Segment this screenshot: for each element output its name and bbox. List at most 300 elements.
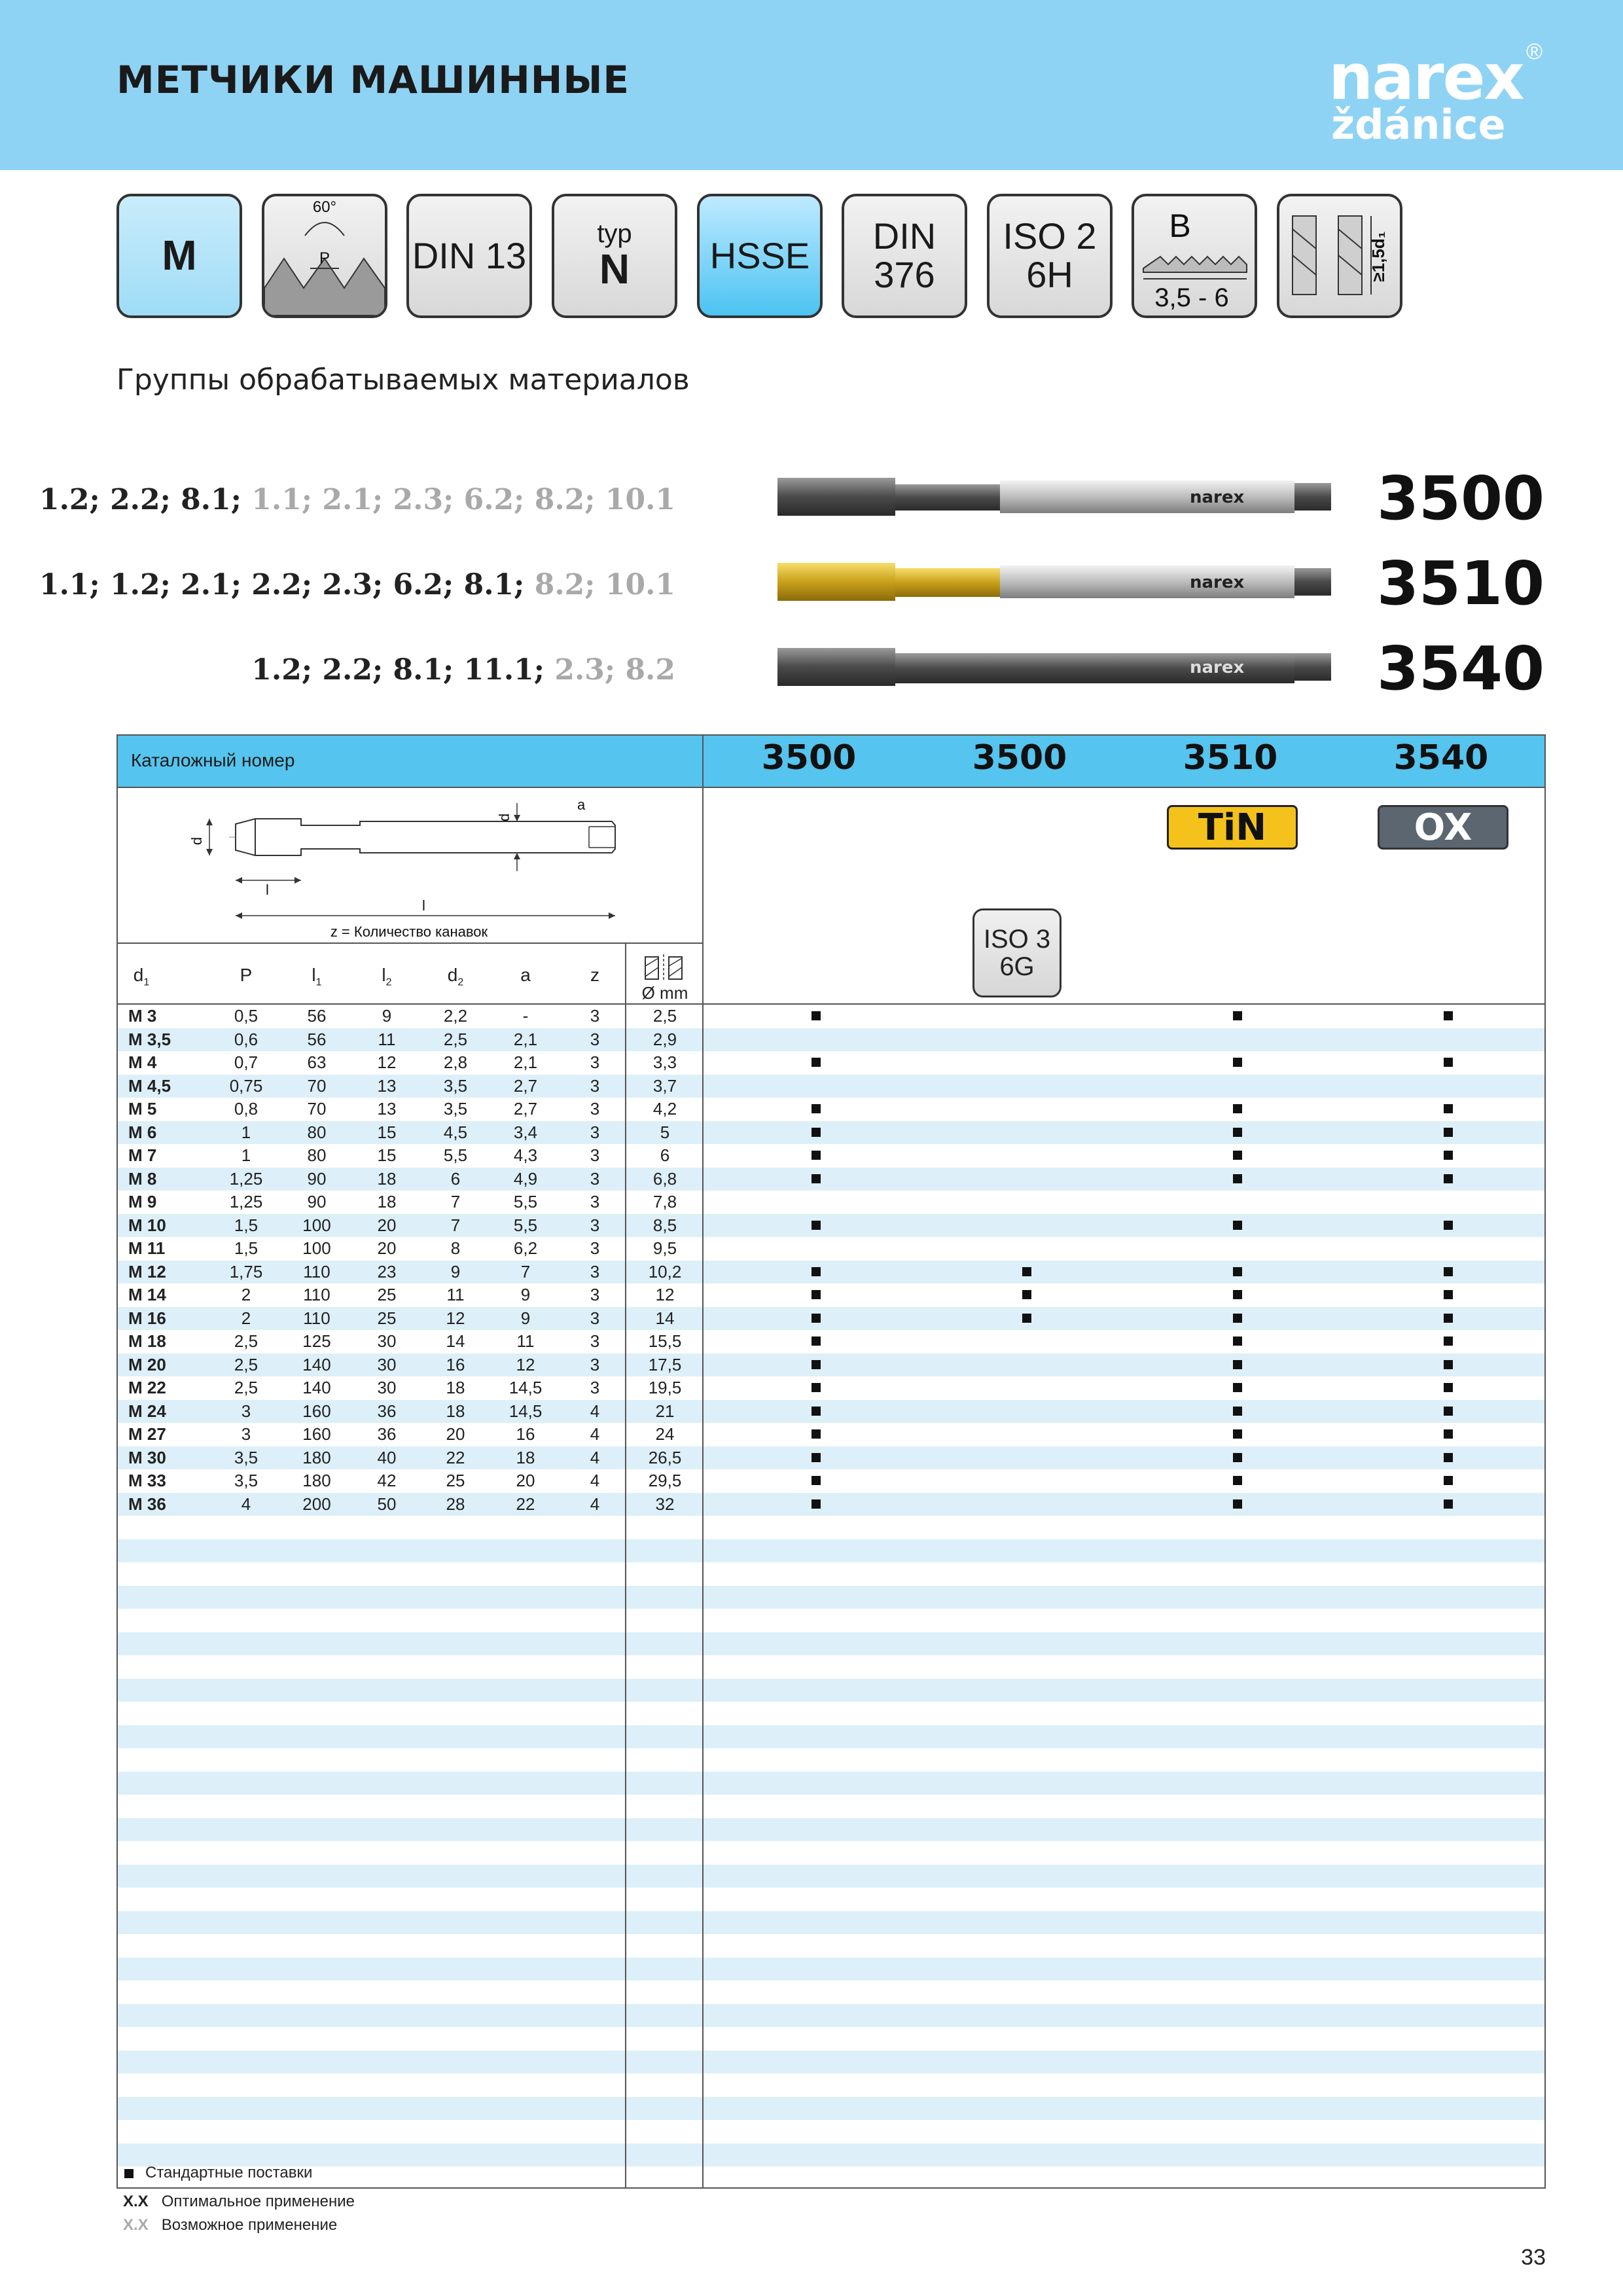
cell-d1: M 22 [128, 1378, 166, 1397]
cell-l2: 25 [377, 1285, 397, 1304]
availability-mark [1444, 1221, 1453, 1230]
cell-l2: 30 [377, 1354, 397, 1374]
availability-mark [1444, 1174, 1453, 1183]
iso3-line2: 6G [999, 952, 1035, 981]
hsse-label: HSSE [709, 234, 810, 276]
cell-z: 3 [590, 1215, 600, 1235]
cell-l1: 160 [302, 1424, 331, 1444]
availability-mark [812, 1383, 821, 1392]
cell-drill: 3,3 [652, 1052, 677, 1072]
cell-l1: 140 [302, 1378, 331, 1397]
divider-colheads [116, 1003, 1546, 1005]
cell-a: 20 [516, 1471, 535, 1490]
cell-drill: 4,2 [652, 1099, 677, 1119]
availability-mark [812, 1453, 821, 1462]
availability-mark [1233, 1383, 1242, 1392]
din376-icon [842, 194, 967, 318]
cell-d2: 7 [450, 1215, 461, 1235]
availability-mark [1233, 1336, 1242, 1346]
tin-badge: TiN [1167, 805, 1298, 850]
cell-d2: 18 [446, 1378, 465, 1397]
tap-3540-image [777, 644, 1338, 690]
cell-drill: 6,8 [652, 1168, 677, 1189]
column-3510: 3510 [1183, 738, 1278, 778]
cell-z: 3 [590, 1052, 600, 1072]
cell-drill: 8,5 [652, 1215, 677, 1235]
cell-drill: 17,5 [648, 1354, 682, 1374]
cell-a: 14,5 [508, 1378, 543, 1397]
possible-materials: 2.3; 8.2 [544, 653, 675, 687]
page-title: МЕТЧИКИ МАШИННЫЕ [116, 58, 630, 102]
cell-a: 14,5 [508, 1401, 543, 1421]
cell-l1: 90 [307, 1192, 327, 1211]
cell-a: 5,5 [513, 1192, 538, 1211]
cell-d1: M 4,5 [128, 1075, 171, 1096]
availability-mark [1233, 1174, 1242, 1183]
cell-l1: 100 [302, 1238, 331, 1258]
cell-P: 1,25 [229, 1168, 263, 1189]
cell-l2: 36 [377, 1401, 397, 1421]
divider-header [116, 787, 1546, 788]
cell-l1: 110 [303, 1261, 330, 1282]
din376-line1: DIN [872, 215, 936, 257]
cell-l2: 12 [377, 1052, 397, 1072]
cell-drill: 15,5 [648, 1331, 682, 1351]
cell-z: 3 [590, 1238, 600, 1258]
cell-l2: 23 [377, 1261, 397, 1282]
cell-z: 3 [590, 1099, 600, 1119]
cell-z: 3 [590, 1192, 600, 1211]
availability-mark [1233, 1151, 1242, 1160]
cell-drill: 7,8 [652, 1192, 677, 1211]
availability-mark [1233, 1128, 1242, 1137]
cell-d1: M 3,5 [128, 1029, 171, 1049]
cell-a: 2,1 [513, 1029, 538, 1049]
cell-l1: 110 [303, 1285, 330, 1304]
diagram-d1: d [188, 836, 205, 846]
product-number-3500: 3500 [1376, 463, 1544, 533]
availability-mark [1444, 1314, 1453, 1323]
cell-l1: 180 [302, 1447, 331, 1467]
drill-hole-icon [640, 953, 687, 982]
logo-narex-text: narex [1329, 41, 1524, 114]
colhead-drill-mm: Ø mm [641, 983, 688, 1003]
availability-mark [812, 1290, 821, 1299]
cell-l2: 13 [377, 1099, 397, 1119]
legend-possible [123, 2216, 337, 2234]
ox-badge: OX [1378, 805, 1508, 850]
availability-mark [812, 1221, 821, 1230]
cell-l2: 13 [377, 1075, 397, 1096]
diagram-l2: l [266, 882, 269, 898]
cell-l2: 15 [377, 1145, 397, 1165]
legend-optimal-label: Оптимальное применение [161, 2193, 355, 2210]
cell-a: 4,9 [513, 1168, 538, 1189]
cell-l2: 25 [377, 1308, 397, 1328]
cell-drill: 24 [655, 1424, 675, 1444]
availability-mark [1233, 1290, 1242, 1299]
cell-l2: 9 [382, 1006, 392, 1026]
cell-d1: M 36 [128, 1494, 166, 1514]
cell-d2: 5,5 [443, 1145, 468, 1165]
din13-label: DIN 13 [412, 234, 527, 276]
cell-z: 4 [590, 1471, 600, 1490]
possible-materials: 1.1; 2.1; 2.3; 6.2; 8.2; 10.1 [241, 483, 675, 516]
availability-mark [1022, 1267, 1031, 1276]
cell-d1: M 14 [128, 1285, 166, 1304]
cell-drill: 19,5 [648, 1378, 682, 1397]
cell-l2: 40 [377, 1447, 397, 1467]
cell-a: 18 [516, 1447, 535, 1467]
pitch-label: P [319, 249, 330, 267]
chamfer-b-label: B [1169, 207, 1191, 244]
cell-P: 1,25 [229, 1192, 263, 1211]
availability-mark [1233, 1499, 1242, 1509]
iso3-line1: ISO 3 [983, 925, 1051, 954]
availability-mark [1233, 1407, 1242, 1416]
type-n-label: N [599, 245, 630, 293]
legend-possible-label: Возможное применение [161, 2216, 338, 2234]
cell-P: 4 [241, 1494, 251, 1514]
cell-P: 3,5 [234, 1447, 259, 1467]
angle-label: 60° [312, 198, 337, 216]
iso2-line2: 6H [1026, 254, 1073, 295]
availability-mark [812, 1499, 821, 1509]
cell-d1: M 9 [128, 1192, 157, 1211]
din13-icon [406, 194, 532, 318]
availability-mark [1444, 1383, 1453, 1392]
din376-line2: 376 [874, 254, 935, 295]
availability-mark [812, 1476, 821, 1485]
cell-P: 2 [241, 1285, 251, 1304]
availability-mark [1444, 1360, 1453, 1369]
cell-d2: 25 [446, 1471, 465, 1490]
tap-3500-image [777, 474, 1338, 520]
through-hole-label: ≥1,5d₁ [1368, 231, 1388, 282]
cell-drill: 9,5 [652, 1238, 677, 1258]
cell-l1: 180 [302, 1471, 331, 1490]
optimal-materials: 1.2; 2.2; 8.1; 11.1; [251, 653, 545, 687]
cell-a: 12 [516, 1354, 535, 1374]
availability-mark [812, 1151, 821, 1160]
cell-P: 0,75 [229, 1075, 263, 1096]
cell-P: 3,5 [234, 1471, 259, 1490]
cell-d1: M 3 [128, 1006, 157, 1026]
cell-z: 4 [590, 1494, 600, 1514]
availability-mark [1233, 1453, 1242, 1462]
availability-mark [1233, 1429, 1242, 1439]
availability-mark [1444, 1429, 1453, 1439]
cell-l2: 18 [377, 1192, 397, 1211]
cell-d1: M 6 [128, 1122, 157, 1142]
materials-3510 [39, 568, 675, 601]
cell-a: 9 [520, 1308, 531, 1328]
availability-mark [1444, 1151, 1453, 1160]
through-hole-svg [1279, 196, 1400, 315]
availability-mark [812, 1058, 821, 1067]
cell-d1: M 18 [128, 1331, 166, 1351]
cell-l2: 30 [377, 1331, 397, 1351]
availability-mark [812, 1407, 821, 1416]
cell-l2: 42 [377, 1471, 397, 1490]
availability-mark [1233, 1011, 1242, 1020]
availability-mark [1444, 1104, 1453, 1113]
availability-mark [1444, 1011, 1453, 1020]
availability-mark [1444, 1267, 1453, 1276]
availability-mark [812, 1314, 821, 1323]
thread-m-icon [116, 194, 242, 318]
availability-mark [812, 1011, 821, 1020]
cell-d2: 11 [446, 1285, 465, 1304]
cell-d1: M 7 [128, 1145, 157, 1165]
cell-l2: 15 [377, 1122, 397, 1142]
cell-P: 1 [241, 1122, 251, 1142]
cell-d1: M 8 [128, 1168, 157, 1189]
product-number-3510: 3510 [1376, 548, 1544, 619]
cell-l1: 140 [302, 1354, 331, 1374]
colhead-p: P [240, 965, 253, 985]
cell-drill: 2,5 [652, 1006, 677, 1026]
availability-mark [812, 1267, 821, 1276]
cell-P: 1,5 [234, 1215, 259, 1235]
cell-P: 2 [241, 1308, 251, 1328]
cell-z: 3 [590, 1285, 600, 1304]
cell-a: 2,7 [513, 1099, 538, 1119]
cell-z: 3 [590, 1354, 600, 1374]
cell-l1: 160 [302, 1401, 331, 1421]
cell-z: 3 [590, 1145, 600, 1165]
cell-drill: 10,2 [648, 1261, 682, 1282]
cell-d1: M 4 [128, 1052, 157, 1072]
column-3540: 3540 [1393, 738, 1489, 778]
legend-standard-mark [124, 2169, 134, 2178]
chamfer-b-icon [1132, 194, 1257, 318]
availability-mark [812, 1174, 821, 1183]
availability-mark [812, 1336, 821, 1346]
availability-mark [1444, 1336, 1453, 1346]
cell-P: 1,75 [229, 1261, 263, 1282]
cell-d2: 12 [446, 1308, 465, 1328]
logo-zdanice-text: ždánice [1331, 101, 1506, 149]
cell-drill: 3,7 [652, 1075, 677, 1096]
column-3500-b: 3500 [972, 738, 1067, 778]
cell-P: 2,5 [234, 1331, 259, 1351]
availability-mark [1444, 1407, 1453, 1416]
cell-l2: 36 [377, 1424, 397, 1444]
catalog-number-label: Каталожный номер [131, 750, 295, 770]
type-n-icon [552, 194, 677, 318]
cell-a: 2,1 [513, 1052, 538, 1072]
thread-profile-svg [264, 196, 385, 315]
availability-mark [1233, 1221, 1242, 1230]
cell-drill: 26,5 [648, 1447, 682, 1467]
divider-drill [625, 942, 626, 2189]
cell-d2: 7 [450, 1192, 461, 1211]
legend-possible-code: X.X [123, 2216, 149, 2234]
availability-mark [1233, 1360, 1242, 1369]
cell-z: 4 [590, 1401, 600, 1421]
colhead-a: a [520, 965, 531, 985]
colhead-l2: $l_2$ [382, 965, 392, 988]
availability-mark [1233, 1104, 1242, 1113]
diagram-l1: l [422, 897, 425, 914]
cell-d2: 14 [446, 1331, 465, 1351]
legend-optimal [123, 2193, 355, 2211]
cell-a: 16 [516, 1424, 535, 1444]
availability-mark [1233, 1314, 1242, 1323]
availability-mark [1444, 1128, 1453, 1137]
colhead-l1: $l_1$ [312, 965, 322, 988]
divider-diagram [116, 942, 704, 944]
cell-l1: 200 [302, 1494, 331, 1514]
cell-a: 11 [516, 1331, 535, 1351]
cell-P: 0,7 [234, 1052, 259, 1072]
cell-d2: 3,5 [443, 1099, 468, 1119]
hsse-icon [697, 194, 823, 318]
cell-z: 3 [590, 1006, 600, 1026]
cell-d1: M 16 [128, 1308, 166, 1328]
cell-d2: 2,8 [443, 1052, 468, 1072]
cell-d2: 8 [450, 1238, 461, 1258]
cell-d2: 4,5 [443, 1122, 468, 1142]
cell-P: 0,8 [234, 1099, 259, 1119]
optimal-materials: 1.1; 1.2; 2.1; 2.2; 2.3; 6.2; 8.1; [39, 568, 525, 601]
through-hole-icon [1277, 194, 1402, 318]
type-label: typ [597, 219, 632, 249]
cell-z: 3 [590, 1029, 600, 1049]
cell-z: 3 [590, 1075, 600, 1096]
tap-brand: narex [1190, 658, 1245, 677]
cell-P: 1 [241, 1145, 251, 1165]
cell-l1: 125 [302, 1331, 331, 1351]
availability-mark [1444, 1476, 1453, 1485]
cell-a: 9 [520, 1285, 531, 1304]
cell-drill: 21 [655, 1401, 675, 1421]
cell-d1: M 33 [128, 1471, 166, 1490]
cell-d2: 6 [450, 1168, 461, 1189]
cell-d1: M 27 [128, 1424, 166, 1444]
tap-brand: narex [1190, 488, 1245, 507]
availability-mark [1233, 1267, 1242, 1276]
thread-m-label: M [162, 232, 197, 279]
cell-a: 5,5 [513, 1215, 538, 1235]
cell-l2: 20 [377, 1238, 397, 1258]
diagram-a: a [577, 797, 586, 813]
cell-z: 4 [590, 1447, 600, 1467]
cell-d2: 16 [446, 1354, 465, 1374]
availability-mark [812, 1429, 821, 1439]
thread-profile-60-icon [262, 194, 387, 318]
cell-drill: 29,5 [648, 1471, 682, 1490]
cell-z: 3 [590, 1308, 600, 1328]
cell-d2: 3,5 [443, 1075, 468, 1096]
iso3-6g-icon [972, 908, 1061, 997]
cell-l1: 80 [307, 1122, 327, 1142]
cell-d2: 28 [446, 1494, 465, 1514]
cell-z: 3 [590, 1168, 600, 1189]
cell-d2: 20 [446, 1424, 465, 1444]
cell-P: 3 [241, 1401, 251, 1421]
registered-mark: ® [1526, 39, 1543, 64]
cell-l1: 70 [307, 1099, 327, 1119]
cell-a: 2,7 [513, 1075, 538, 1096]
cell-l1: 63 [307, 1052, 327, 1072]
cell-drill: 32 [655, 1494, 675, 1514]
cell-l2: 50 [377, 1494, 397, 1514]
cell-P: 0,5 [234, 1006, 259, 1026]
cell-d2: 22 [446, 1447, 465, 1467]
cell-l1: 56 [307, 1006, 327, 1026]
cell-l2: 20 [377, 1215, 397, 1235]
cell-P: 3 [241, 1424, 251, 1444]
divider-main [702, 734, 704, 2189]
cell-a: 6,2 [513, 1238, 538, 1258]
cell-l1: 90 [307, 1168, 327, 1189]
cell-d1: M 30 [128, 1447, 166, 1467]
cell-d1: M 12 [128, 1261, 166, 1282]
cell-d1: M 10 [128, 1215, 166, 1235]
cell-l1: 80 [307, 1145, 327, 1165]
cell-z: 4 [590, 1424, 600, 1444]
cell-drill: 14 [655, 1308, 675, 1328]
availability-mark [1022, 1314, 1031, 1323]
availability-mark [812, 1128, 821, 1137]
cell-d2: 9 [450, 1261, 461, 1282]
materials-subheading: Группы обрабатываемых материалов [116, 363, 690, 397]
chamfer-b-svg [1134, 196, 1255, 315]
cell-P: 2,5 [234, 1354, 259, 1374]
product-number-3540: 3540 [1376, 634, 1544, 704]
cell-d1: M 11 [128, 1238, 166, 1258]
page-number: 33 [1521, 2245, 1546, 2270]
availability-mark [1444, 1058, 1453, 1067]
cell-d2: 18 [446, 1401, 465, 1421]
cell-P: 1,5 [234, 1238, 259, 1258]
cell-drill: 2,9 [652, 1029, 677, 1049]
cell-a: 22 [516, 1494, 535, 1514]
cell-a: 3,4 [513, 1122, 538, 1142]
column-3500-a: 3500 [761, 738, 857, 778]
availability-mark [1444, 1499, 1453, 1509]
cell-d1: M 24 [128, 1401, 166, 1421]
diagram-z-caption: z = Количество канавок [330, 924, 488, 940]
cell-d2: 2,5 [443, 1029, 468, 1049]
tap-3510-image [777, 559, 1338, 605]
cell-l2: 11 [378, 1029, 396, 1049]
materials-3540 [251, 653, 675, 687]
cell-drill: 5 [660, 1122, 670, 1142]
cell-l1: 100 [302, 1215, 331, 1235]
optimal-materials: 1.2; 2.2; 8.1; [39, 483, 241, 516]
cell-a: 7 [520, 1261, 531, 1282]
cell-l2: 30 [377, 1378, 397, 1397]
cell-drill: 12 [655, 1285, 675, 1304]
cell-d1: M 20 [128, 1354, 166, 1374]
chamfer-range-label: 3,5 - 6 [1154, 283, 1229, 312]
tap-dimension-diagram [183, 795, 641, 942]
cell-a: 4,3 [513, 1145, 538, 1165]
cell-l1: 70 [307, 1075, 327, 1096]
legend-optimal-code: X.X [123, 2193, 149, 2210]
cell-z: 3 [590, 1261, 600, 1282]
cell-a: - [522, 1006, 529, 1026]
colhead-z: z [590, 965, 599, 985]
availability-mark [1233, 1476, 1242, 1485]
iso2-6h-icon [987, 194, 1113, 318]
possible-materials: 8.2; 10.1 [524, 568, 675, 601]
availability-mark [812, 1360, 821, 1369]
cell-z: 3 [590, 1122, 600, 1142]
